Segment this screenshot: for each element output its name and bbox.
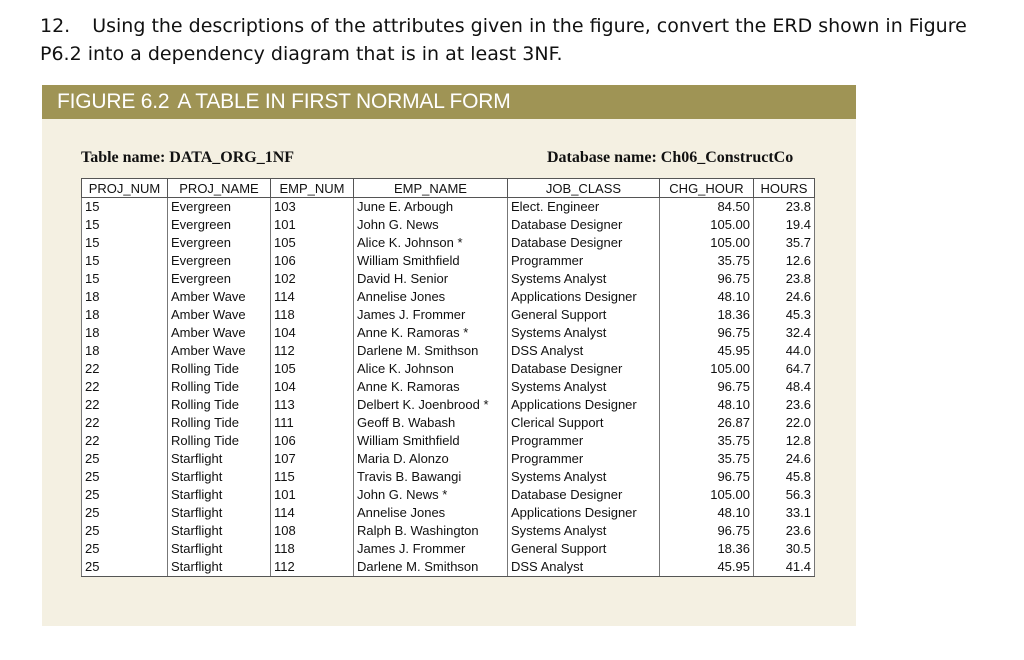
cell-proj-name: Amber Wave — [168, 324, 271, 342]
cell-chg-hour: 48.10 — [660, 504, 754, 522]
table-header-row — [82, 179, 815, 198]
cell-hours: 35.7 — [754, 234, 815, 252]
column-header-chg-hour: CHG_HOUR — [660, 179, 754, 198]
table-row — [82, 216, 815, 234]
cell-job-class: DSS Analyst — [508, 558, 660, 577]
cell-hours: 22.0 — [754, 414, 815, 432]
cell-emp-name: David H. Senior — [354, 270, 508, 288]
cell-chg-hour: 48.10 — [660, 288, 754, 306]
cell-proj-num: 22 — [82, 414, 168, 432]
cell-chg-hour: 45.95 — [660, 558, 754, 577]
cell-emp-num: 118 — [271, 540, 354, 558]
cell-hours: 56.3 — [754, 486, 815, 504]
cell-job-class: Programmer — [508, 252, 660, 270]
column-header-job-class: JOB_CLASS — [508, 179, 660, 198]
cell-proj-num: 15 — [82, 216, 168, 234]
cell-emp-name: Geoff B. Wabash — [354, 414, 508, 432]
cell-job-class: Clerical Support — [508, 414, 660, 432]
cell-chg-hour: 105.00 — [660, 234, 754, 252]
cell-emp-num: 106 — [271, 252, 354, 270]
cell-chg-hour: 96.75 — [660, 324, 754, 342]
cell-hours: 30.5 — [754, 540, 815, 558]
cell-hours: 32.4 — [754, 324, 815, 342]
table-row — [82, 288, 815, 306]
cell-chg-hour: 35.75 — [660, 432, 754, 450]
cell-emp-name: Ralph B. Washington — [354, 522, 508, 540]
cell-proj-num: 25 — [82, 504, 168, 522]
cell-proj-name: Rolling Tide — [168, 396, 271, 414]
cell-chg-hour: 96.75 — [660, 378, 754, 396]
cell-emp-num: 107 — [271, 450, 354, 468]
cell-emp-num: 115 — [271, 468, 354, 486]
cell-proj-name: Starflight — [168, 486, 271, 504]
cell-chg-hour: 105.00 — [660, 360, 754, 378]
table-body — [82, 198, 815, 577]
column-header-proj-name: PROJ_NAME — [168, 179, 271, 198]
cell-chg-hour: 96.75 — [660, 270, 754, 288]
table-row — [82, 306, 815, 324]
cell-chg-hour: 18.36 — [660, 540, 754, 558]
cell-proj-name: Amber Wave — [168, 306, 271, 324]
cell-emp-name: Annelise Jones — [354, 288, 508, 306]
cell-proj-num: 18 — [82, 342, 168, 360]
table-row — [82, 504, 815, 522]
figure-number: FIGURE 6.2 — [57, 90, 170, 113]
cell-proj-name: Evergreen — [168, 216, 271, 234]
cell-emp-num: 112 — [271, 342, 354, 360]
cell-proj-num: 25 — [82, 558, 168, 577]
cell-proj-num: 18 — [82, 288, 168, 306]
cell-proj-name: Starflight — [168, 540, 271, 558]
cell-proj-num: 15 — [82, 198, 168, 217]
cell-proj-name: Starflight — [168, 504, 271, 522]
cell-job-class: Systems Analyst — [508, 468, 660, 486]
cell-hours: 24.6 — [754, 288, 815, 306]
cell-chg-hour: 48.10 — [660, 396, 754, 414]
cell-hours: 23.8 — [754, 270, 815, 288]
cell-chg-hour: 45.95 — [660, 342, 754, 360]
cell-job-class: Programmer — [508, 432, 660, 450]
column-header-emp-name: EMP_NAME — [354, 179, 508, 198]
cell-proj-num: 18 — [82, 324, 168, 342]
cell-hours: 12.6 — [754, 252, 815, 270]
cell-emp-name: Delbert K. Joenbrood * — [354, 396, 508, 414]
question-text — [40, 12, 1010, 68]
cell-proj-num: 25 — [82, 522, 168, 540]
cell-job-class: Database Designer — [508, 234, 660, 252]
cell-proj-name: Evergreen — [168, 270, 271, 288]
cell-emp-name: Darlene M. Smithson — [354, 342, 508, 360]
figure-panel — [42, 85, 856, 626]
cell-proj-name: Starflight — [168, 468, 271, 486]
column-header-proj-num: PROJ_NUM — [82, 179, 168, 198]
table-row — [82, 432, 815, 450]
cell-job-class: Applications Designer — [508, 504, 660, 522]
cell-hours: 23.6 — [754, 522, 815, 540]
table-row — [82, 450, 815, 468]
cell-emp-name: Darlene M. Smithson — [354, 558, 508, 577]
cell-proj-name: Rolling Tide — [168, 414, 271, 432]
cell-emp-name: Anne K. Ramoras * — [354, 324, 508, 342]
cell-proj-name: Starflight — [168, 522, 271, 540]
cell-proj-name: Rolling Tide — [168, 360, 271, 378]
cell-emp-num: 105 — [271, 360, 354, 378]
cell-emp-num: 104 — [271, 324, 354, 342]
cell-proj-num: 15 — [82, 234, 168, 252]
cell-job-class: DSS Analyst — [508, 342, 660, 360]
cell-proj-name: Evergreen — [168, 198, 271, 217]
table-row — [82, 378, 815, 396]
cell-hours: 23.8 — [754, 198, 815, 217]
cell-proj-num: 22 — [82, 432, 168, 450]
cell-proj-name: Starflight — [168, 558, 271, 577]
cell-hours: 41.4 — [754, 558, 815, 577]
cell-emp-name: Travis B. Bawangi — [354, 468, 508, 486]
data-table — [81, 178, 815, 577]
cell-job-class: Database Designer — [508, 360, 660, 378]
cell-proj-name: Evergreen — [168, 234, 271, 252]
question-body: Using the descriptions of the attributes given in the figure, convert the ERD shown in Figure P6.2 into a dependency diagram that is in at least 3NF. — [40, 15, 967, 65]
cell-emp-name: John G. News * — [354, 486, 508, 504]
cell-hours: 45.3 — [754, 306, 815, 324]
cell-job-class: Applications Designer — [508, 288, 660, 306]
cell-chg-hour: 35.75 — [660, 450, 754, 468]
cell-emp-name: Alice K. Johnson * — [354, 234, 508, 252]
cell-chg-hour: 84.50 — [660, 198, 754, 217]
database-name-label: Database name: Ch06_ConstructCo — [547, 149, 794, 166]
cell-job-class: Programmer — [508, 450, 660, 468]
cell-proj-num: 15 — [82, 270, 168, 288]
cell-proj-num: 22 — [82, 360, 168, 378]
cell-emp-num: 103 — [271, 198, 354, 217]
cell-emp-name: William Smithfield — [354, 252, 508, 270]
table-row — [82, 324, 815, 342]
cell-hours: 64.7 — [754, 360, 815, 378]
cell-proj-num: 25 — [82, 450, 168, 468]
cell-emp-name: James J. Frommer — [354, 306, 508, 324]
cell-emp-num: 114 — [271, 288, 354, 306]
column-header-hours: HOURS — [754, 179, 815, 198]
cell-emp-name: Anne K. Ramoras — [354, 378, 508, 396]
cell-emp-num: 113 — [271, 396, 354, 414]
cell-proj-name: Starflight — [168, 450, 271, 468]
cell-hours: 44.0 — [754, 342, 815, 360]
cell-emp-name: Annelise Jones — [354, 504, 508, 522]
table-row — [82, 270, 815, 288]
cell-hours: 24.6 — [754, 450, 815, 468]
cell-job-class: Database Designer — [508, 216, 660, 234]
cell-chg-hour: 105.00 — [660, 486, 754, 504]
cell-proj-name: Evergreen — [168, 252, 271, 270]
cell-emp-num: 118 — [271, 306, 354, 324]
cell-hours: 23.6 — [754, 396, 815, 414]
cell-emp-name: Alice K. Johnson — [354, 360, 508, 378]
cell-proj-name: Rolling Tide — [168, 378, 271, 396]
cell-hours: 45.8 — [754, 468, 815, 486]
cell-proj-num: 25 — [82, 486, 168, 504]
cell-hours: 33.1 — [754, 504, 815, 522]
cell-proj-name: Amber Wave — [168, 342, 271, 360]
table-row — [82, 252, 815, 270]
cell-emp-num: 101 — [271, 216, 354, 234]
cell-job-class: Systems Analyst — [508, 378, 660, 396]
cell-job-class: General Support — [508, 306, 660, 324]
cell-proj-num: 15 — [82, 252, 168, 270]
table-row — [82, 234, 815, 252]
table-row — [82, 558, 815, 577]
cell-emp-name: William Smithfield — [354, 432, 508, 450]
cell-chg-hour: 96.75 — [660, 468, 754, 486]
cell-chg-hour: 18.36 — [660, 306, 754, 324]
cell-emp-num: 104 — [271, 378, 354, 396]
cell-proj-num: 18 — [82, 306, 168, 324]
cell-chg-hour: 26.87 — [660, 414, 754, 432]
cell-job-class: General Support — [508, 540, 660, 558]
cell-chg-hour: 105.00 — [660, 216, 754, 234]
question-number: 12. — [40, 15, 71, 37]
cell-emp-num: 108 — [271, 522, 354, 540]
cell-emp-name: John G. News — [354, 216, 508, 234]
cell-emp-name: Maria D. Alonzo — [354, 450, 508, 468]
cell-emp-num: 106 — [271, 432, 354, 450]
cell-emp-num: 111 — [271, 414, 354, 432]
column-header-emp-num: EMP_NUM — [271, 179, 354, 198]
cell-job-class: Systems Analyst — [508, 324, 660, 342]
table-row — [82, 198, 815, 217]
cell-emp-num: 101 — [271, 486, 354, 504]
cell-job-class: Database Designer — [508, 486, 660, 504]
cell-emp-num: 105 — [271, 234, 354, 252]
table-row — [82, 396, 815, 414]
table-name-label: Table name: DATA_ORG_1NF — [81, 149, 295, 166]
table-row — [82, 486, 815, 504]
cell-proj-num: 25 — [82, 468, 168, 486]
cell-proj-name: Amber Wave — [168, 288, 271, 306]
cell-job-class: Systems Analyst — [508, 522, 660, 540]
table-row — [82, 360, 815, 378]
cell-chg-hour: 35.75 — [660, 252, 754, 270]
cell-job-class: Applications Designer — [508, 396, 660, 414]
cell-proj-num: 22 — [82, 396, 168, 414]
cell-proj-num: 25 — [82, 540, 168, 558]
cell-proj-name: Rolling Tide — [168, 432, 271, 450]
cell-hours: 48.4 — [754, 378, 815, 396]
cell-emp-num: 114 — [271, 504, 354, 522]
cell-emp-num: 112 — [271, 558, 354, 577]
cell-job-class: Systems Analyst — [508, 270, 660, 288]
table-row — [82, 522, 815, 540]
table-row — [82, 468, 815, 486]
cell-hours: 12.8 — [754, 432, 815, 450]
cell-hours: 19.4 — [754, 216, 815, 234]
cell-proj-num: 22 — [82, 378, 168, 396]
figure-header — [42, 85, 856, 119]
table-row — [82, 342, 815, 360]
figure-title: A TABLE IN FIRST NORMAL FORM — [177, 90, 511, 113]
cell-emp-num: 102 — [271, 270, 354, 288]
table-row — [82, 414, 815, 432]
cell-job-class: Elect. Engineer — [508, 198, 660, 217]
table-row — [82, 540, 815, 558]
cell-emp-name: June E. Arbough — [354, 198, 508, 217]
cell-chg-hour: 96.75 — [660, 522, 754, 540]
cell-emp-name: James J. Frommer — [354, 540, 508, 558]
